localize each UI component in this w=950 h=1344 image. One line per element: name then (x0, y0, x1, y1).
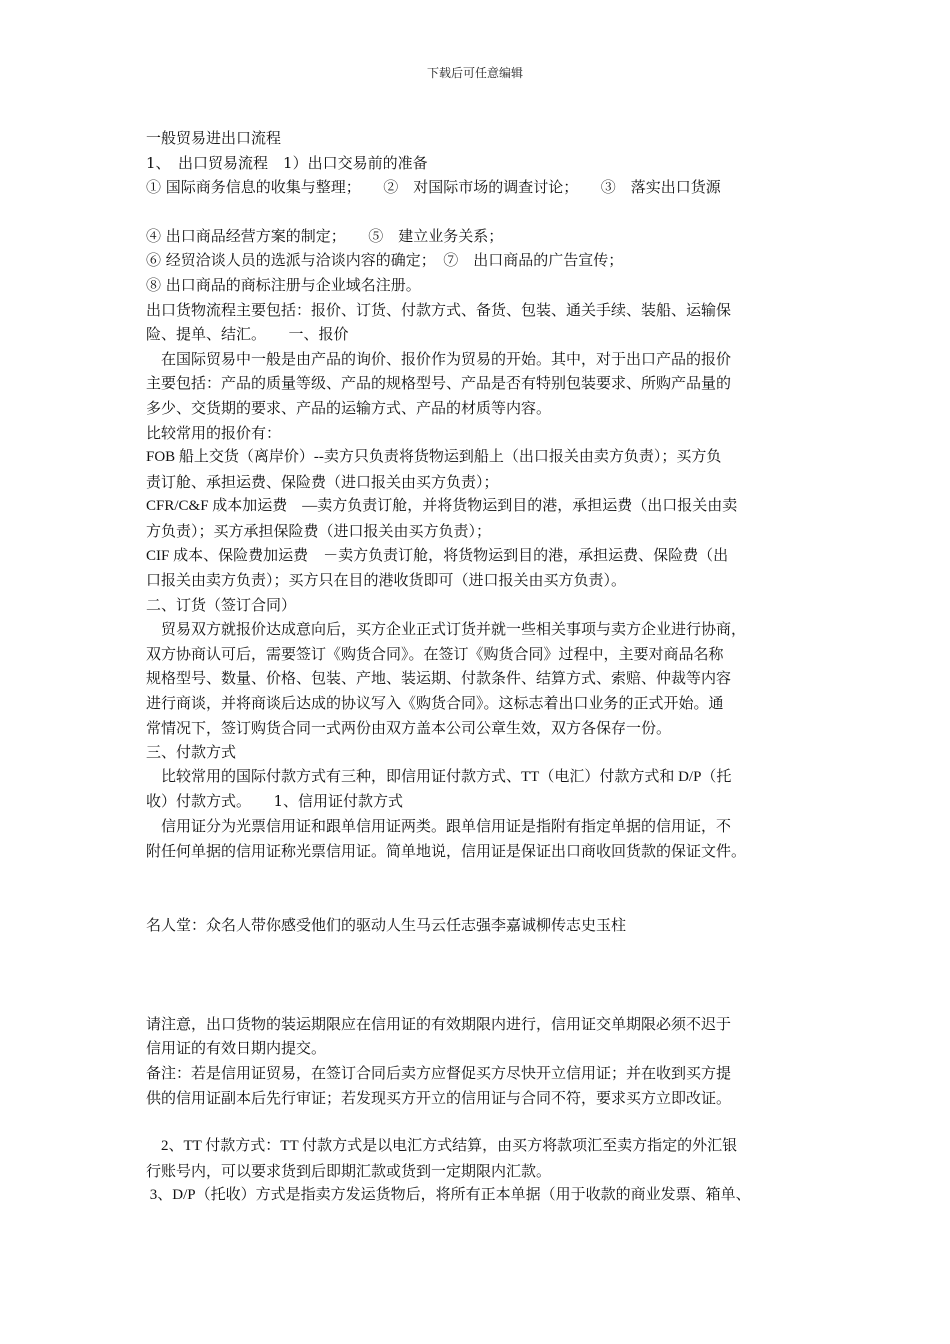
body-text-line: 常情况下，签订购货合同一式两份由双方盖本公司公章生效，双方各保存一份。 (146, 718, 672, 737)
prep-item-line: ① 国际商务信息的收集与整理； ② 对国际市场的调查讨论； ③ 落实出口货源 (146, 178, 721, 197)
body-text-line: 信用证的有效日期内提交。 (146, 1039, 327, 1058)
blank-line (146, 200, 814, 224)
fob-definition-line: FOB 船上交货（离岸价）--卖方只负责将货物运到船上（出口报关由卖方负责）；买方负 (146, 449, 722, 466)
fob-definition-line: 责订舱、承担运费、保险费（进口报关由买方负责）； (146, 472, 499, 491)
cfr-definition-line: 方负责）；买方承担保险费（进口报关由买方负责）； (146, 521, 492, 540)
blank-line (146, 938, 814, 1012)
body-text-line: 收）付款方式。 1、信用证付款方式 (146, 792, 404, 811)
blank-line (146, 863, 814, 913)
body-text-line: 附任何单据的信用证称光票信用证。简单地说，信用证是保证出口商收回货款的保证文件。 (146, 841, 747, 860)
cfr-definition-line: CFR/C&F 成本加运费 —卖方负责订舱，并将货物运到目的港，承担运费（出口报关由卖 (146, 498, 738, 515)
section-heading: 三、付款方式 (146, 743, 237, 762)
body-text-line: 规格型号、数量、价格、包装、产地、装运期、付款条件、结算方式、索赔、仲裁等内容 (146, 669, 732, 688)
prep-item-line: ⑧ 出口商品的商标注册与企业域名注册。 (146, 275, 421, 294)
page-header-note: 下载后可任意编辑 (426, 66, 523, 80)
cif-definition-line: 口报关由卖方负责）；买方只在目的港收货即可（进口报关由买方负责）。 (146, 571, 627, 590)
body-text-line: 供的信用证副本后先行审证；若发现买方开立的信用证与合同不符，要求买方立即改证。 (146, 1088, 732, 1107)
body-text-line: 在国际贸易中一般是由产品的询价、报价作为贸易的开始。其中，对于出口产品的报价 (146, 349, 732, 368)
cif-definition-line: CIF 成本、保险费加运费 －卖方负责订舱，将货物运到目的港，承担运费、保险费（出 (146, 547, 729, 564)
body-text-line: 备注：若是信用证贸易，在签订合同后卖方应督促买方尽快开立信用证；并在收到买方提 (146, 1064, 732, 1082)
body-text-line: 比较常用的国际付款方式有三种，即信用证付款方式、TT（电汇）付款方式和 D/P（托 (146, 768, 732, 785)
body-text-line: 贸易双方就报价达成意向后，买方企业正式订货并就一些相关事项与卖方企业进行协商， (146, 620, 747, 639)
body-text-line: 3、D/P（托收）方式是指卖方发运货物后，将所有正本单据（用于收款的商业发票、箱单、 (146, 1187, 751, 1204)
prep-item-line: ⑥ 经贸洽谈人员的选派与洽谈内容的确定； ⑦ 出口商品的广告宣传； (146, 251, 624, 270)
body-text-line: 行账号内，可以要求货到后即期汇款或货到一定期限内汇款。 (146, 1161, 552, 1180)
section-heading: 1、 出口贸易流程 1）出口交易前的准备 (146, 153, 428, 172)
document-body (146, 126, 814, 1208)
body-text-line: 双方协商认可后，需要签订《购货合同》。在签订《购货合同》过程中，主要对商品名称 (146, 644, 724, 663)
body-text-line: 比较常用的报价有： (146, 423, 282, 442)
section-heading: 二、订货（签订合同） (146, 595, 297, 614)
body-text-line: 多少、交货期的要求、产品的运输方式、产品的材质等内容。 (146, 398, 552, 417)
body-text-line: 请注意，出口货物的装运期限应在信用证的有效期限内进行，信用证交单期限必须不迟于 (146, 1014, 732, 1033)
body-text-line: 险、提单、结汇。 一、报价 (146, 325, 349, 344)
body-text-line: 进行商谈，并将商谈后达成的协议写入《购货合同》。这标志着出口业务的正式开始。通 (146, 694, 724, 713)
body-text-line: 主要包括：产品的质量等级、产品的规格型号、产品是否有特别包装要求、所购产品量的 (146, 374, 732, 393)
body-text-line: 信用证分为光票信用证和跟单信用证两类。跟单信用证是指附有指定单据的信用证，不 (146, 817, 732, 836)
document-title: 一般贸易进出口流程 (146, 129, 282, 147)
body-text-line: 出口货物流程主要包括：报价、订货、付款方式、备货、包装、通关手续、装船、运输保 (146, 300, 732, 319)
blank-line (146, 1110, 814, 1134)
famous-people-line: 名人堂：众名人带你感受他们的驱动人生马云任志强李嘉诚柳传志史玉柱 (146, 916, 627, 935)
prep-item-line: ④ 出口商品经营方案的制定； ⑤ 建立业务关系； (146, 226, 504, 245)
body-text-line: 2、TT 付款方式：TT 付款方式是以电汇方式结算，由买方将款项汇至卖方指定的外汇银 (146, 1138, 738, 1155)
